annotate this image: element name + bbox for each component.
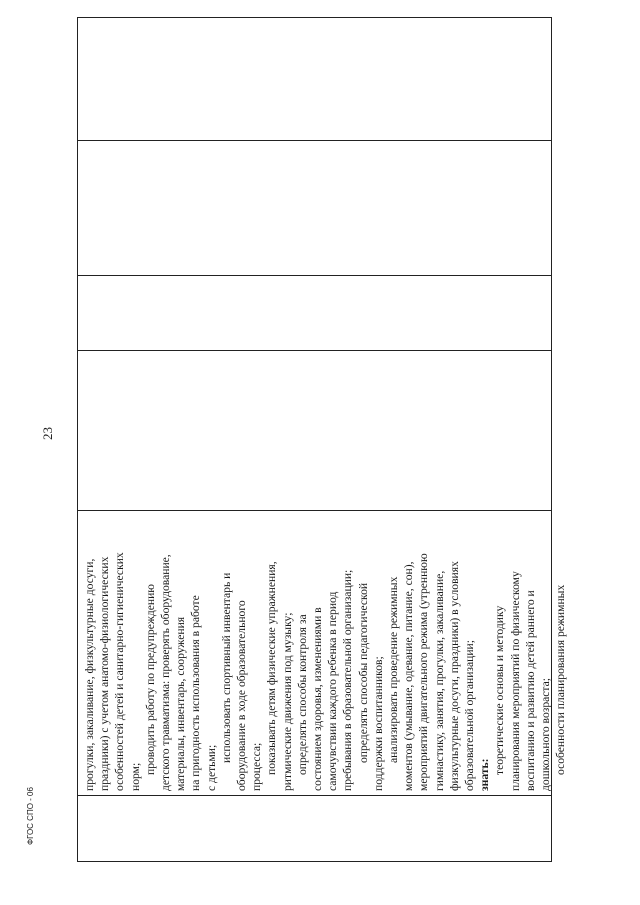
text-line: анализировать проведение режимных: [387, 576, 401, 763]
table-column-divider: [78, 140, 551, 141]
text-line: теоретические основы и методику: [493, 605, 507, 775]
table-column-divider: [78, 510, 551, 511]
skills-cell-text: [82, 516, 568, 791]
competency-table: [77, 17, 568, 862]
text-line: дошкольного возраста;: [539, 678, 553, 791]
text-line: с детьми;: [204, 744, 218, 791]
text-line: гимнастику, занятия, прогулки, закаливание,: [432, 570, 446, 791]
text-line: норм;: [128, 762, 142, 791]
table-column-divider: [78, 275, 551, 276]
text-line: оборудование в ходе образовательного: [235, 600, 249, 791]
text-line: использовать спортивный инвентарь и: [219, 572, 233, 763]
text-line: проводить работу по предупреждению: [143, 584, 157, 775]
text-line: самочувствии каждого ребенка в период: [326, 591, 340, 791]
text-line: определять способы контроля за: [295, 614, 309, 775]
text-line: особенности планирования режимных: [554, 584, 568, 775]
rotated-sheet: [77, 17, 568, 862]
table-column-divider: [78, 795, 551, 796]
text-line: знать:: [478, 758, 492, 791]
text-line: прогулки, закаливание, физкультурные досуги,: [83, 558, 96, 791]
document-footer: ФГОС СПО - 06: [26, 787, 35, 845]
text-line: показывать детям физические упражнения,: [265, 561, 279, 775]
text-line: детского травматизма: проверять оборудование,: [159, 554, 173, 791]
text-line: физкультурные досуги, праздники) в условиях: [447, 561, 461, 791]
text-line: поддержки воспитанников;: [371, 656, 385, 791]
text-line: процесса;: [250, 742, 264, 791]
page-number: 23: [40, 427, 55, 440]
text-line: пребывания в образовательной организации;: [341, 569, 355, 791]
text-line: ритмические движения под музыку;: [280, 612, 294, 791]
text-line: моментов (умывание, одевание, питание, сон),: [402, 561, 416, 791]
text-line: образовательной организации;: [463, 640, 477, 791]
text-line: воспитанию и развитию детей раннего и: [523, 590, 537, 791]
text-line: мероприятий двигательного режима (утреннюю: [417, 553, 431, 791]
text-line: материалы, инвентарь, сооружения: [174, 616, 188, 791]
text-line: определять способы педагогической: [356, 582, 370, 763]
table-column-divider: [78, 350, 551, 351]
text-line: планирования мероприятий по физическому: [508, 571, 522, 791]
text-line: на пригодность использования в работе: [189, 595, 203, 791]
text-line: праздники) с учетом анатомо-физиологических: [98, 556, 112, 791]
text-line: состоянием здоровья, изменениями в: [311, 607, 325, 791]
text-line: особенностей детей и санитарно-гигиенических: [113, 552, 127, 791]
